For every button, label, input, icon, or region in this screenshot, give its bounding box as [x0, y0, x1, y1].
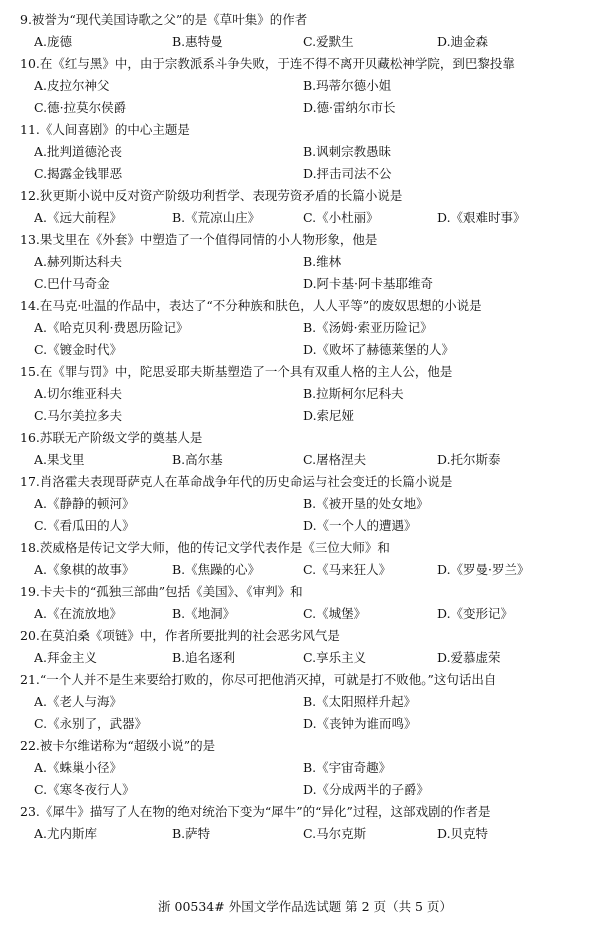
option-row: [0, 163, 610, 185]
question-stem: 14.在马克·吐温的作品中，表达了“不分种族和肤色，人人平等”的废奴思想的小说是: [20, 298, 482, 313]
option-row: [0, 383, 610, 405]
answer-option: B.《被开垦的处女地》: [303, 496, 429, 511]
answer-option: C.《马来狂人》: [303, 562, 392, 577]
answer-option: D.索尼娅: [303, 408, 355, 423]
answer-option: C.《看瓜田的人》: [34, 518, 135, 533]
question-item: [0, 53, 610, 119]
question-item: [0, 735, 610, 801]
option-row: [0, 75, 610, 97]
question-stem: 18.茨威格是传记文学大师，他的传记文学代表作是《三位大师》和: [20, 540, 390, 555]
answer-option: C.《城堡》: [303, 606, 367, 621]
question-stem: 19.卡夫卡的“孤独三部曲”包括《美国》、《审判》和: [20, 584, 303, 599]
answer-option: A.尤内斯库: [34, 826, 98, 841]
answer-option: D.阿卡基·阿卡基耶维奇: [303, 276, 434, 291]
page-footer: 浙 00534# 外国文学作品选试题 第 2 页（共 5 页）: [158, 899, 452, 914]
answer-option: C.马尔克斯: [303, 826, 367, 841]
question-item: [0, 581, 610, 625]
answer-option: D.《一个人的遭遇》: [303, 518, 417, 533]
answer-option: D.迪金森: [437, 34, 489, 49]
answer-option: C.爱默生: [303, 34, 354, 49]
answer-option: B.萨特: [172, 826, 211, 841]
question-stem: 9.被誉为“现代美国诗歌之父”的是《草叶集》的作者: [20, 12, 308, 27]
question-item: [0, 537, 610, 581]
question-item: [0, 229, 610, 295]
answer-option: C.屠格涅夫: [303, 452, 367, 467]
answer-option: B.高尔基: [172, 452, 223, 467]
question-stem: 15.在《罪与罚》中，陀思妥耶夫斯基塑造了一个具有双重人格的主人公，他是: [20, 364, 453, 379]
answer-option: D.贝克特: [437, 826, 489, 841]
answer-option: B.《太阳照样升起》: [303, 694, 417, 709]
option-row: [0, 339, 610, 361]
question-item: [0, 9, 610, 53]
option-row: [0, 757, 610, 779]
answer-option: A.《静静的顿河》: [34, 496, 135, 511]
question-stem: 12.狄更斯小说中反对资产阶级功利哲学、表现劳资矛盾的长篇小说是: [20, 188, 403, 203]
question-item: [0, 801, 610, 845]
answer-option: D.《丧钟为谁而鸣》: [303, 716, 417, 731]
answer-option: A.赫列斯达科夫: [34, 254, 123, 269]
question-stem: 21.“一个人并不是生来要给打败的，你尽可把他消灭掉，可就是打不败他。”这句话出自: [20, 672, 497, 687]
question-list: [0, 9, 610, 845]
option-row: [0, 141, 610, 163]
answer-option: B.《焦躁的心》: [172, 562, 261, 577]
question-item: [0, 471, 610, 537]
answer-option: C.德·拉莫尔侯爵: [34, 100, 127, 115]
option-row: [0, 515, 610, 537]
answer-option: A.《象棋的故事》: [34, 562, 135, 577]
option-row: [0, 779, 610, 801]
answer-option: A.拜金主义: [34, 650, 98, 665]
option-row: [0, 405, 610, 427]
answer-option: D.《变形记》: [437, 606, 514, 621]
answer-option: A.切尔维亚科夫: [34, 386, 123, 401]
question-stem: 22.被卡尔维诺称为“超级小说”的是: [20, 738, 216, 753]
option-row: [0, 691, 610, 713]
question-item: [0, 119, 610, 185]
answer-option: A.果戈里: [34, 452, 85, 467]
question-stem: 11.《人间喜剧》的中心主题是: [20, 122, 190, 137]
question-stem: 17.肖洛霍夫表现哥萨克人在革命战争年代的历史命运与社会变迁的长篇小说是: [20, 474, 453, 489]
option-row: [0, 207, 610, 229]
answer-option: A.皮拉尔神父: [34, 78, 110, 93]
answer-option: C.巴什马奇金: [34, 276, 110, 291]
answer-option: B.追名逐利: [172, 650, 236, 665]
answer-option: D.《艰难时事》: [437, 210, 526, 225]
option-row: [0, 97, 610, 119]
question-stem: 16.苏联无产阶级文学的奠基人是: [20, 430, 203, 445]
question-item: [0, 295, 610, 361]
option-row: [0, 713, 610, 735]
answer-option: B.玛蒂尔德小姐: [303, 78, 392, 93]
answer-option: D.德·雷纳尔市长: [303, 100, 396, 115]
answer-option: C.揭露金钱罪恶: [34, 166, 123, 181]
answer-option: B.《荒凉山庄》: [172, 210, 261, 225]
answer-option: A.《远大前程》: [34, 210, 123, 225]
option-row: [0, 559, 610, 581]
answer-option: A.《哈克贝利·费恩历险记》: [34, 320, 189, 335]
answer-option: C.《寒冬夜行人》: [34, 782, 135, 797]
option-row: [0, 823, 610, 845]
question-item: [0, 625, 610, 669]
option-row: [0, 603, 610, 625]
answer-option: A.批判道德沦丧: [34, 144, 123, 159]
answer-option: C.马尔美拉多夫: [34, 408, 123, 423]
option-row: [0, 317, 610, 339]
answer-option: C.《小杜丽》: [303, 210, 379, 225]
question-item: [0, 669, 610, 735]
option-row: [0, 273, 610, 295]
answer-option: A.《蛛巢小径》: [34, 760, 123, 775]
answer-option: A.《老人与海》: [34, 694, 123, 709]
option-row: [0, 31, 610, 53]
answer-option: A.庞德: [34, 34, 73, 49]
option-row: [0, 449, 610, 471]
answer-option: B.拉斯柯尔尼科夫: [303, 386, 404, 401]
answer-option: C.《镀金时代》: [34, 342, 123, 357]
answer-option: B.《汤姆·索亚历险记》: [303, 320, 433, 335]
option-row: [0, 493, 610, 515]
answer-option: B.《宇宙奇趣》: [303, 760, 392, 775]
answer-option: C.享乐主义: [303, 650, 367, 665]
question-item: [0, 361, 610, 427]
answer-option: D.爱慕虚荣: [437, 650, 501, 665]
question-stem: 23.《犀牛》描写了人在物的绝对统治下变为“犀牛”的“异化”过程，这部戏剧的作者是: [20, 804, 491, 819]
question-item: [0, 185, 610, 229]
question-item: [0, 427, 610, 471]
answer-option: C.《永别了，武器》: [34, 716, 148, 731]
answer-option: D.抨击司法不公: [303, 166, 392, 181]
option-row: [0, 251, 610, 273]
answer-option: B.惠特曼: [172, 34, 223, 49]
answer-option: D.《罗曼·罗兰》: [437, 562, 530, 577]
question-stem: 13.果戈里在《外套》中塑造了一个值得同情的小人物形象，他是: [20, 232, 378, 247]
answer-option: B.讽刺宗教愚昧: [303, 144, 392, 159]
option-row: [0, 647, 610, 669]
question-stem: 20.在莫泊桑《项链》中，作者所要批判的社会恶劣风气是: [20, 628, 340, 643]
answer-option: D.《分成两半的子爵》: [303, 782, 430, 797]
answer-option: D.托尔斯泰: [437, 452, 501, 467]
answer-option: B.维林: [303, 254, 342, 269]
answer-option: B.《地洞》: [172, 606, 236, 621]
answer-option: D.《败坏了赫德莱堡的人》: [303, 342, 455, 357]
answer-option: A.《在流放地》: [34, 606, 123, 621]
question-stem: 10.在《红与黑》中，由于宗教派系斗争失败，于连不得不离开贝藏松神学院，到巴黎投靠: [20, 56, 515, 71]
